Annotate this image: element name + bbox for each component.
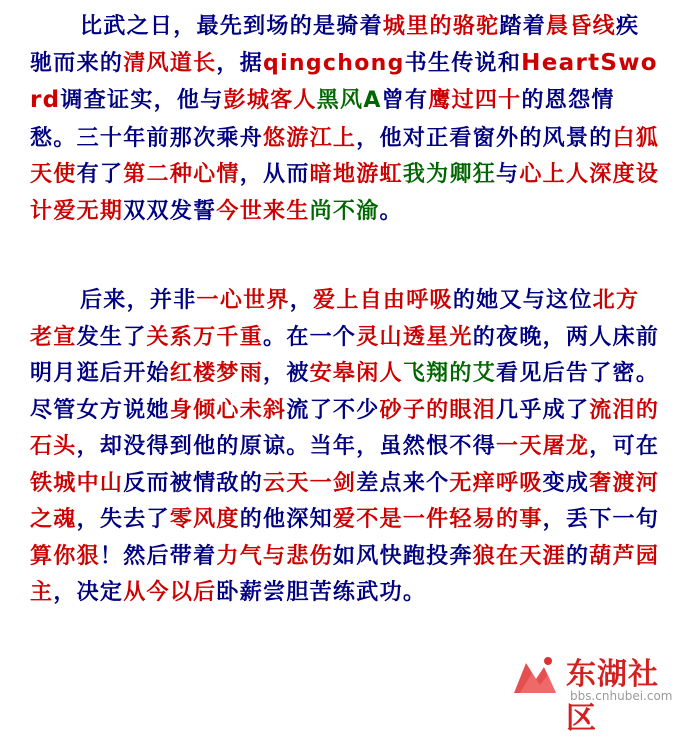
watermark-logo-icon: [506, 649, 562, 705]
text-segment: 尚不渝: [309, 197, 380, 224]
text-segment: 从今以后: [123, 579, 217, 605]
text-segment: 彭城客人: [223, 87, 317, 113]
text-segment: 第二种心情: [123, 161, 240, 187]
text-segment: ，从而: [239, 161, 310, 187]
text-segment: 关系万千重: [146, 323, 264, 350]
text-segment: 踏着: [499, 13, 547, 39]
text-segment: 奢渡河之魂: [30, 469, 660, 532]
text-segment: 清风道长: [123, 49, 217, 76]
text-segment: 飞翔的艾: [402, 360, 497, 386]
text-segment: 书生传说和: [404, 49, 522, 76]
text-segment: 晨昏线: [546, 13, 616, 39]
text-segment: 看见后告了密。尽管女方说她: [30, 360, 660, 423]
text-segment: 如风快跑投奔: [332, 542, 473, 569]
text-segment: 爱上自由呼吸: [313, 287, 453, 313]
text-segment: 有了: [76, 161, 124, 187]
text-segment: 悠游江上: [263, 124, 357, 151]
text-segment: 变成: [542, 469, 590, 496]
text-segment: ，失去了: [76, 506, 170, 532]
text-segment: 曾有: [381, 87, 429, 113]
text-segment: 葫芦园主: [30, 542, 660, 605]
text-segment: 深度设计: [30, 161, 660, 224]
text-segment: qingchong: [263, 50, 405, 76]
text-segment: ，他对正看窗外的风景的: [356, 124, 613, 151]
text-segment: 灵山透星光: [356, 323, 473, 350]
watermark: [506, 647, 686, 736]
text-segment: 与: [496, 161, 520, 187]
text-segment: 鹰过四十: [428, 87, 522, 113]
paragraph-2: [30, 282, 660, 611]
text-segment: 流了不少: [286, 396, 380, 423]
text-segment: 爱无期: [53, 197, 124, 224]
text-segment: ！然后带着: [99, 542, 217, 569]
text-segment: 流泪的石头: [30, 396, 660, 459]
text-segment: 的: [565, 542, 590, 569]
text-segment: 城里的骆驼: [382, 13, 500, 39]
watermark-url: bbs.cnhubei.com: [570, 689, 673, 703]
text-segment: 差点来个: [356, 469, 450, 496]
text-segment: 一天屠龙: [496, 433, 590, 459]
text-segment: 身倾心未斜: [169, 396, 287, 423]
text-segment: ，却没得到他的原谅。当年，虽然恨不得: [76, 433, 497, 459]
text-segment: 白狐天使: [30, 124, 660, 187]
text-segment: 反而被情敌的: [123, 469, 264, 496]
text-segment: 心上人: [519, 161, 590, 187]
text-segment: 力气与悲伤: [216, 542, 333, 569]
text-segment: 红楼梦雨: [169, 360, 264, 386]
text-segment: ，决定: [53, 579, 124, 605]
text-segment: 今世来生: [216, 197, 310, 224]
text-segment: 安皋闲人: [309, 360, 403, 386]
text-segment: 几乎成了: [496, 396, 590, 423]
text-segment: 一心世界: [196, 287, 290, 313]
text-segment: 调查证实，他与: [60, 87, 224, 113]
text-segment: HeartSword: [30, 49, 658, 113]
text-segment: 。在一个: [263, 323, 357, 350]
text-segment: 双双发誓: [123, 197, 217, 224]
text-segment: ，被: [263, 360, 310, 386]
text-segment: A: [363, 88, 382, 113]
text-segment: ，可在: [589, 433, 660, 459]
text-segment: 狼在天涯: [472, 542, 566, 569]
text-segment: 铁城中山: [30, 469, 124, 496]
text-segment: 发生了: [76, 323, 147, 350]
text-segment: 的他深知: [239, 506, 333, 532]
text-segment: 算你狠: [30, 542, 100, 569]
text-segment: 疾驰而来的: [30, 13, 640, 76]
text-segment: 无痒呼吸: [449, 469, 543, 496]
text-segment: 砂子的眼泪: [379, 396, 497, 423]
watermark-title: 东湖社区: [566, 657, 659, 736]
text-segment: ，据: [216, 49, 264, 76]
text-segment: ，: [289, 287, 314, 313]
text-segment: 的夜晚，两人: [472, 323, 613, 350]
paragraph-1: [30, 8, 660, 229]
text-segment: 爱不是一件轻易的事: [332, 506, 543, 532]
text-segment: 的恩怨情愁。三十年前那次乘舟: [30, 87, 615, 151]
text-segment: 卧薪尝胆苦练武功。: [216, 579, 427, 605]
text-segment: 北方老宣: [30, 287, 640, 350]
text-segment: 后开始: [99, 360, 170, 386]
text-segment: 云天一剑: [263, 469, 357, 496]
text-segment: 比武之日，最先到场的是骑着: [80, 13, 383, 39]
text-segment: 我为卿狂: [402, 161, 497, 187]
text-segment: ，丢下一句: [542, 506, 660, 532]
text-segment: 黑风: [316, 87, 364, 113]
text-segment: 床前明月逛: [30, 323, 660, 386]
text-segment: 暗地游虹: [309, 161, 403, 187]
text-segment: 。: [379, 197, 403, 224]
text-segment: 的她又与这位: [452, 287, 593, 313]
text-segment: 后来，并非: [80, 287, 197, 313]
text-segment: 零风度: [169, 506, 240, 532]
